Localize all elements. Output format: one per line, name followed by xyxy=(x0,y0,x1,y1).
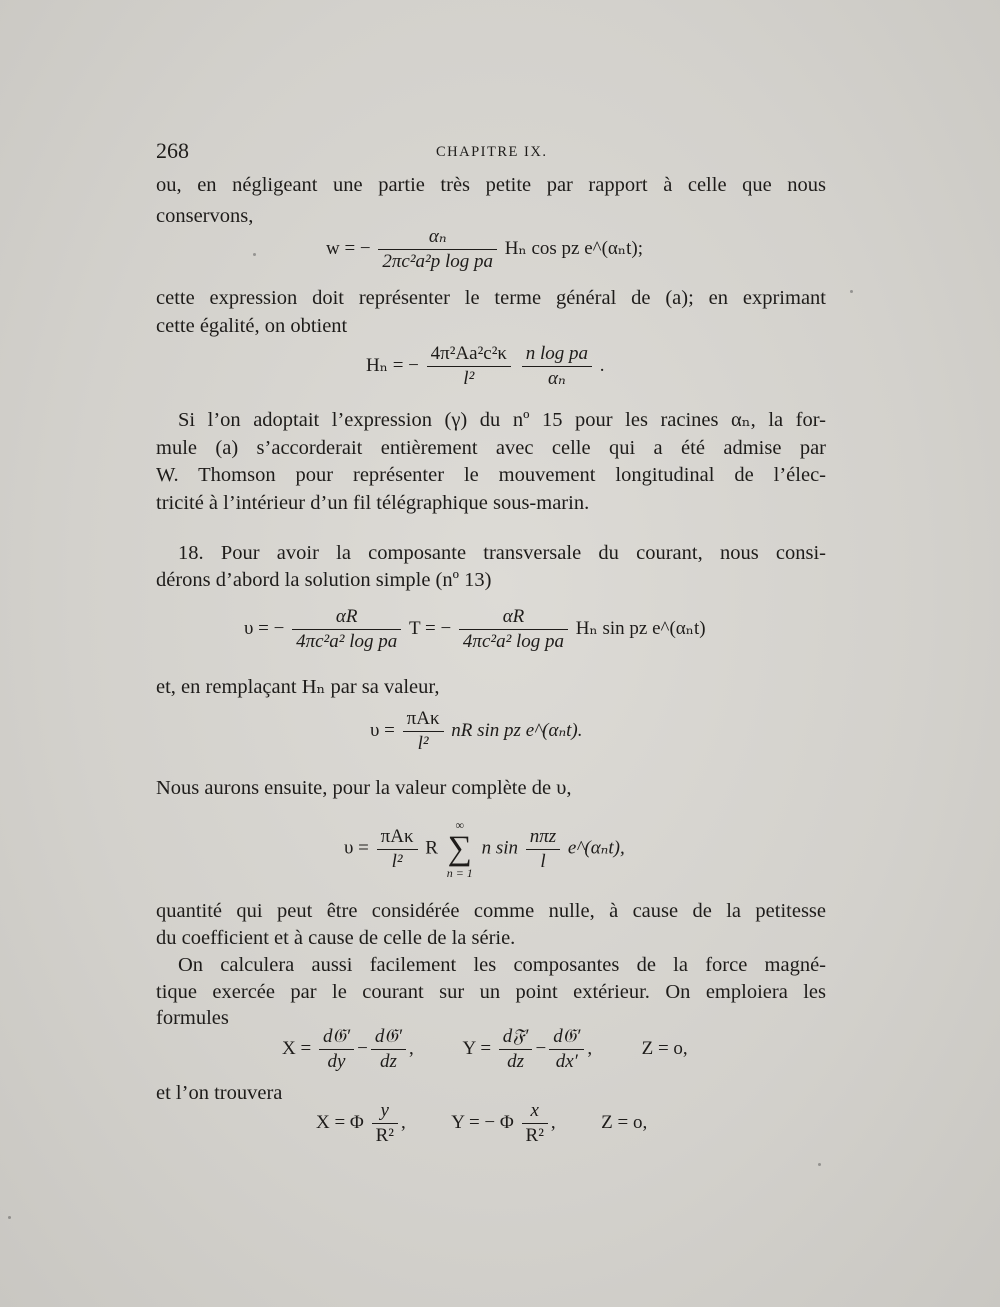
eq-lhs: Hₙ = − xyxy=(366,354,419,376)
eq-z: Z = o, xyxy=(601,1111,648,1133)
denominator: dz xyxy=(507,1051,525,1072)
numerator: n log pa xyxy=(522,343,592,367)
running-head: CHAPITRE IX. xyxy=(436,144,548,160)
numerator: αₙ xyxy=(378,226,497,250)
denominator: 4πc²a² log pa xyxy=(462,631,565,652)
denominator: dx′ xyxy=(555,1051,578,1072)
text-line: cette égalité, on obtient xyxy=(156,315,348,337)
fraction xyxy=(459,606,568,653)
denominator: dz xyxy=(379,1051,397,1072)
denominator: 4πc²a² log pa xyxy=(296,631,398,652)
text-line: du coefficient et à cause de celle de la série. xyxy=(156,927,516,949)
fraction xyxy=(371,1026,406,1073)
text-line: 18. Pour avoir la composante transversale du courant, nous consi- xyxy=(178,542,826,564)
text-line: Si l’on adoptait l’expression (γ) du nº 15 pour les racines αₙ, la for- xyxy=(178,409,826,431)
paper-speck xyxy=(818,1163,821,1166)
denominator: dy xyxy=(327,1051,346,1072)
text-line: mule (a) s’accorderait entièrement avec celle qui a été admise par xyxy=(156,437,826,459)
eq-lhs: υ = xyxy=(370,719,395,741)
text-line: dérons d’abord la solution simple (nº 13) xyxy=(156,569,492,591)
eq-rhs: Hₙ sin pz e^(αₙt) xyxy=(575,617,706,639)
fraction xyxy=(427,343,511,390)
fraction xyxy=(526,826,560,873)
equation-X-Y-Z-result: X = Φ $\frac{y}{\text{R²}}$ , Y = − Φ $\frac{x}{\text{R²}}$ , Z = o, xyxy=(316,1100,648,1146)
numerator: πAκ xyxy=(403,708,444,732)
page-number: 268 xyxy=(156,138,189,163)
fraction xyxy=(522,1100,548,1147)
text-line: conservons, xyxy=(156,205,254,227)
numerator: d𝔊′ xyxy=(371,1026,406,1050)
eq-end: . xyxy=(599,354,605,376)
text-line: W. Thomson pour représenter le mouvement longitudinal de l’élec- xyxy=(156,464,826,486)
paper-speck xyxy=(8,1216,11,1219)
fraction xyxy=(522,343,592,390)
numerator: nπz xyxy=(526,826,560,850)
eq-x: X = xyxy=(282,1037,312,1059)
fraction xyxy=(372,1100,398,1147)
eq-rhs: nR sin pz e^(αₙt). xyxy=(451,719,583,741)
numerator: y xyxy=(372,1100,398,1124)
text-line: tricité à l’intérieur d’un fil télégraphique sous-marin. xyxy=(156,492,590,514)
text-line: et, en remplaçant Hₙ par sa valeur, xyxy=(156,676,440,698)
eq-lhs: υ = − xyxy=(244,617,285,639)
fraction xyxy=(292,606,401,653)
denominator: 2πc²a²p log pa xyxy=(382,251,494,272)
equation-X-Y-Z: X = $\frac{\text{d𝔊′}}{dy}$ − $\frac{\text{d𝔊′}}{dz}$ , Y = $\frac{\text{d𝔉′}}{dz}$ − $\frac{\text{d𝔊′}}{dx'}$ , Z = o, xyxy=(282,1026,688,1072)
fraction xyxy=(403,708,444,755)
text-line: Nous aurons ensuite, pour la valeur complète de υ, xyxy=(156,777,572,799)
denominator: R² xyxy=(375,1125,394,1146)
eq-tail: e^(αₙt), xyxy=(567,837,625,859)
fraction xyxy=(378,226,497,273)
equation-upsilon-sum xyxy=(344,818,625,880)
eq-z: Z = o, xyxy=(641,1037,688,1059)
eq-x: X = Φ xyxy=(316,1111,364,1133)
sigma-icon: ∑ xyxy=(447,830,472,867)
numerator: x xyxy=(522,1100,548,1124)
eq-y: Y = xyxy=(462,1037,492,1059)
numerator: 4π²Aa²c²κ xyxy=(427,343,511,367)
summation-sign xyxy=(447,818,473,880)
equation-Hn xyxy=(366,343,605,390)
denominator: l² xyxy=(417,733,429,754)
equation-upsilon xyxy=(244,606,706,653)
numerator: d𝔊′ xyxy=(549,1026,584,1050)
equation-upsilon-value xyxy=(370,708,583,755)
text-line: ou, en négligeant une partie très petite par rapport à celle que nous xyxy=(156,174,826,196)
eq-lhs: w = − xyxy=(326,237,371,259)
text-line: cette expression doit représenter le terme général de (a); en exprimant xyxy=(156,287,826,309)
fraction xyxy=(377,826,418,873)
denominator: l² xyxy=(463,368,475,389)
text-line: et l’on trouvera xyxy=(156,1082,283,1104)
sum-upper-limit: ∞ xyxy=(455,818,465,832)
denominator: αₙ xyxy=(548,368,566,389)
numerator: αR xyxy=(292,606,401,630)
eq-mid: T = − xyxy=(408,617,452,639)
fraction xyxy=(499,1026,533,1073)
numerator: πAκ xyxy=(377,826,418,850)
paper-speck xyxy=(850,290,853,293)
eq-lhs: υ = xyxy=(344,837,369,859)
text-line: tique exercée par le courant sur un point extérieur. On emploiera les xyxy=(156,981,826,1003)
fraction xyxy=(549,1026,584,1073)
numerator: d𝔊′ xyxy=(319,1026,354,1050)
eq-y: Y = − Φ xyxy=(451,1111,514,1133)
denominator: l² xyxy=(391,850,403,872)
denominator: R² xyxy=(525,1125,544,1146)
denominator: l xyxy=(540,850,546,872)
numerator: d𝔉′ xyxy=(499,1026,533,1050)
paper-speck xyxy=(253,253,256,256)
fraction xyxy=(319,1026,354,1073)
eq-n-sin: n sin xyxy=(481,837,518,859)
text-line: quantité qui peut être considérée comme nulle, à cause de la petitesse xyxy=(156,900,826,922)
equation-w xyxy=(326,226,643,273)
eq-r: R xyxy=(425,837,438,859)
text-line: On calculera aussi facilement les composantes de la force magné- xyxy=(178,954,826,976)
numerator: αR xyxy=(459,606,568,630)
text-line: formules xyxy=(156,1007,229,1029)
sum-lower-limit: n = 1 xyxy=(446,866,473,880)
eq-rhs: Hₙ cos pz e^(αₙt); xyxy=(504,237,643,259)
